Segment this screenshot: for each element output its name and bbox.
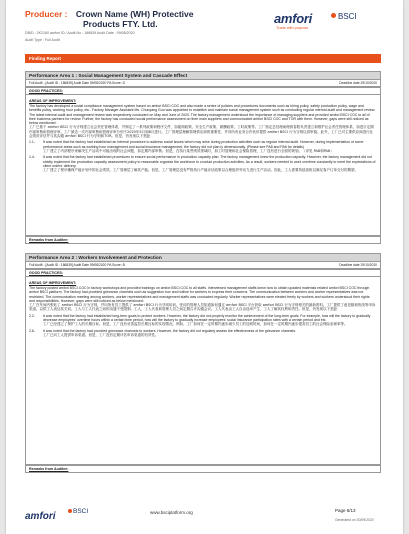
pa1-item-zh: 工厂建立了内部程序来解决生产活动中可能出现的社会问题，如定期内部审核。但是，在执行某些绩效领域时，如工时管理和社会保险管理，工厂没有进行全面的规划。（详见 PA8和PA6）	[43, 148, 334, 153]
generated-date: Generated on 30/09/2020	[335, 518, 374, 522]
amfori-bsci-logo	[274, 10, 357, 30]
pa2-meta: Full Audit - [Audit ID : 186839] Audit Date 09/08/2020 PA Score: B	[29, 263, 125, 267]
pa2-intro-en: The factory posted amfori BSCI COC in factory workshops and provided trainings on amfori BSCI COC to all staffs. Interviewed management staffs knew how to obtain updated materials related amfori BSCI COC through amfori BSCI platform. The factory had provided grievance channels such as suggestion box and hotline for workers to express their concerns. The communication between workers and worker representatives was not restricted. The communication meeting among workers, worker representatives and management staffs was conducted regularly. Worker representatives were elected freely by workers and workers understood their rights and responsibilities. However, gaps were still noticed as below mentioned:	[29, 286, 370, 303]
pa1-item-en: It was noted that the factory had established procedures to ensure social performance in production capacity plan. The factory management knew the production capacity. However, the factory management did not strictly implement the production capacity assessment policy to reasonable organize the workforce to conduct production activities. As a result, workers needed to work overtime constantly to meet the expectations of client orders' delivery.	[43, 155, 376, 168]
producer-name-line-1: Crown Name (WH) Protective	[75, 9, 194, 19]
pa1-item	[26, 140, 380, 153]
pa1-item-en: It was noted that the factory had established an internal procedure to address social issues which may arise during production activities such as regular internal audit. However, during implementation of some performance areas such as working hour management and social insurance management, the factory did not plan ly dimensionally. (Please see PA8 and PA6 for details)	[43, 140, 364, 149]
logo-tagline: Trade with purpose	[276, 26, 309, 30]
pa1-meta: Full Audit - [Audit ID : 186839] Audit Date 09/08/2020 PA Score: D	[29, 81, 125, 85]
pa2-item-en: It was noted that the factory had established long-term goals to protect workers. However, the factory did not properly monitor the achievement of the long-term goals. For example, how will the factory to gradually decrease employees' overtime hours within a certain time period, how will the factory to gradually increase employees' social insurance participation rates with a certain period and etc.	[43, 313, 371, 323]
finding-report-band: Finding Report	[25, 54, 381, 63]
pa2-item-zh: 工厂已向工人提供申诉渠道。但是，工厂没有定期评估申诉渠道的有效性。	[43, 332, 159, 337]
pa1-item	[26, 155, 380, 172]
pa1-item-number: 1.4-	[29, 155, 36, 160]
pa1-item-zh: 工厂建立了程序确保产能计划中的社会绩效。工厂管理层了解其产能。但是，工厂管理层没有严格执行产能评估政策以合理组织劳动力进行生产活动。因此，工人需要持续加班以满足客户订单交付的期望。	[43, 168, 358, 173]
logo-wordmark: amfori	[274, 11, 312, 26]
pa2-remarks-box	[25, 465, 381, 473]
pa2-item-number: 2.6-	[29, 328, 36, 333]
audit-type: Audit Type : Full Audit	[25, 38, 60, 42]
logo-bsci: BSCI	[338, 12, 357, 21]
footer-logo	[25, 506, 89, 524]
pa2-remarks-label: Remarks from Auditee:	[29, 467, 69, 471]
pa2-item-number: 2.2-	[29, 313, 36, 318]
pa1-good-practices-label: GOOD PRACTICES:	[29, 89, 63, 93]
pa1-remarks-label: Remarks from Auditee:	[29, 238, 69, 242]
pa2-body	[25, 269, 381, 465]
pa2-areas-label: AREAS OF IMPROVEMENT:	[29, 281, 77, 285]
report-page	[6, 0, 403, 534]
footer-logo-bsci: BSCI	[73, 508, 89, 515]
producer-header	[25, 9, 194, 29]
pa1-remarks-box	[25, 236, 381, 244]
footer-logo-dot-icon	[68, 509, 72, 513]
pa2-item-en: It was noted that the factory had provided grievance channels to workers. However, the factory did not regularly assess the effectiveness of the grievance channels.	[43, 328, 297, 333]
pa1-intro-zh: 工厂已基于 amfori BSCI 行为守则建立社会责任管理体系，并制定了一系列政策和程序文件，如雇佣政策、安全生产政策、薪酬政策、工时政策等。工厂指定总经理助理郭春阳负责建立和维护社会责任管理体系，如进行定期内部审核和管理评审。工厂最近一次内部审核和管理评审分别于2020年5月和6月进行。工厂管理层理解管理供应商的重要性，并向所有业务合作伙伴提供 amfori BSCI 行为守则以供审阅。此外，工厂已对主要供应商进行社会绩效评估并与其沟通 amfori BSCI 行为守则和TOR。但是，仍发现以下差距：	[29, 125, 374, 139]
audit-ids: DBID : 2K2160 amfori ID / Audit No : 186839 Audit Date : 09/08/2020	[25, 31, 135, 35]
pa2-good-practices-label: GOOD PRACTICES:	[29, 271, 63, 275]
producer-name-line-2: Products FTY. Ltd.	[83, 19, 158, 29]
pa2-item-zh: 工厂已经建立了保护工人的长期目标。但是，工厂没有妥善监控长期目标的实现情况。例如，工厂如何在一定时期内逐步减少员工的加班时间，如何在一定时期内逐步提高员工的社会保险参保率等。	[43, 322, 348, 327]
producer-label: Producer :	[25, 9, 68, 19]
pa2-meta-row	[25, 262, 381, 269]
pa1-areas-label: AREAS OF IMPROVEMENT:	[29, 99, 77, 103]
pa2-intro-zh: 工厂在车间内张贴了 amfori BSCI 行为守则，并向所有员工提供了 amfori BSCI 行为守则培训。受访的管理人员知道如何通过 amfori BSCI 平台获取 amfori BSCI 行为守则相关的最新资料。工厂提供了意见箱和热线等申诉渠道，以供工人表达其关切。工人与工人代表之间的沟通不受限制。工人、工人代表和管理人员之间定期召开沟通会议。工人代表由工人自由选举产生，工人了解其权利和责任。但是，仍发现以下差距：	[29, 303, 376, 312]
page-number: Page 6/13	[335, 508, 356, 513]
pa1-meta-row	[25, 80, 381, 87]
pa2-item	[26, 314, 380, 327]
pa1-deadline: Deadline date 29/10/2020	[339, 81, 377, 85]
pa1-body	[25, 87, 381, 236]
pa1-title: Performance Area 1 : Social Management System and Cascade Effect	[25, 71, 381, 80]
pa2-title: Performance Area 2 : Workers Involvement and Protection	[25, 253, 381, 262]
pa2-item	[26, 329, 380, 338]
pa1-intro-en: The factory has developed a social compliance management system based on amfori BSCI COC and also made a series of policies and procedures documents such as hiring policy, safety production policy, wage and benefits policy, working hour policy, etc.. Factory Manager Assistant Ms. Chunyang Guo was appointed to establish and maintain social management system such as conducting regular internal audit and management review. The latest internal audit and management review was respectively conducted on May and June of 2020. The factory management understood the importance of managing suppliers and provided amfori BSCI COC to all of their business partners for review. Further, the factory has conducted social performance assessment on their main suppliers and communicated amfori BSCI COC and TOR with them. However, gaps were still noticed as below mentioned:	[29, 104, 376, 126]
pa1-item-number: 1.1-	[29, 140, 36, 145]
pa2-deadline: Deadline date 29/10/2020	[339, 263, 377, 267]
logo-dot-icon	[331, 13, 336, 18]
footer-url[interactable]: www.bsciplatform.org	[150, 510, 193, 515]
footer-logo-wordmark: amfori	[25, 511, 56, 522]
